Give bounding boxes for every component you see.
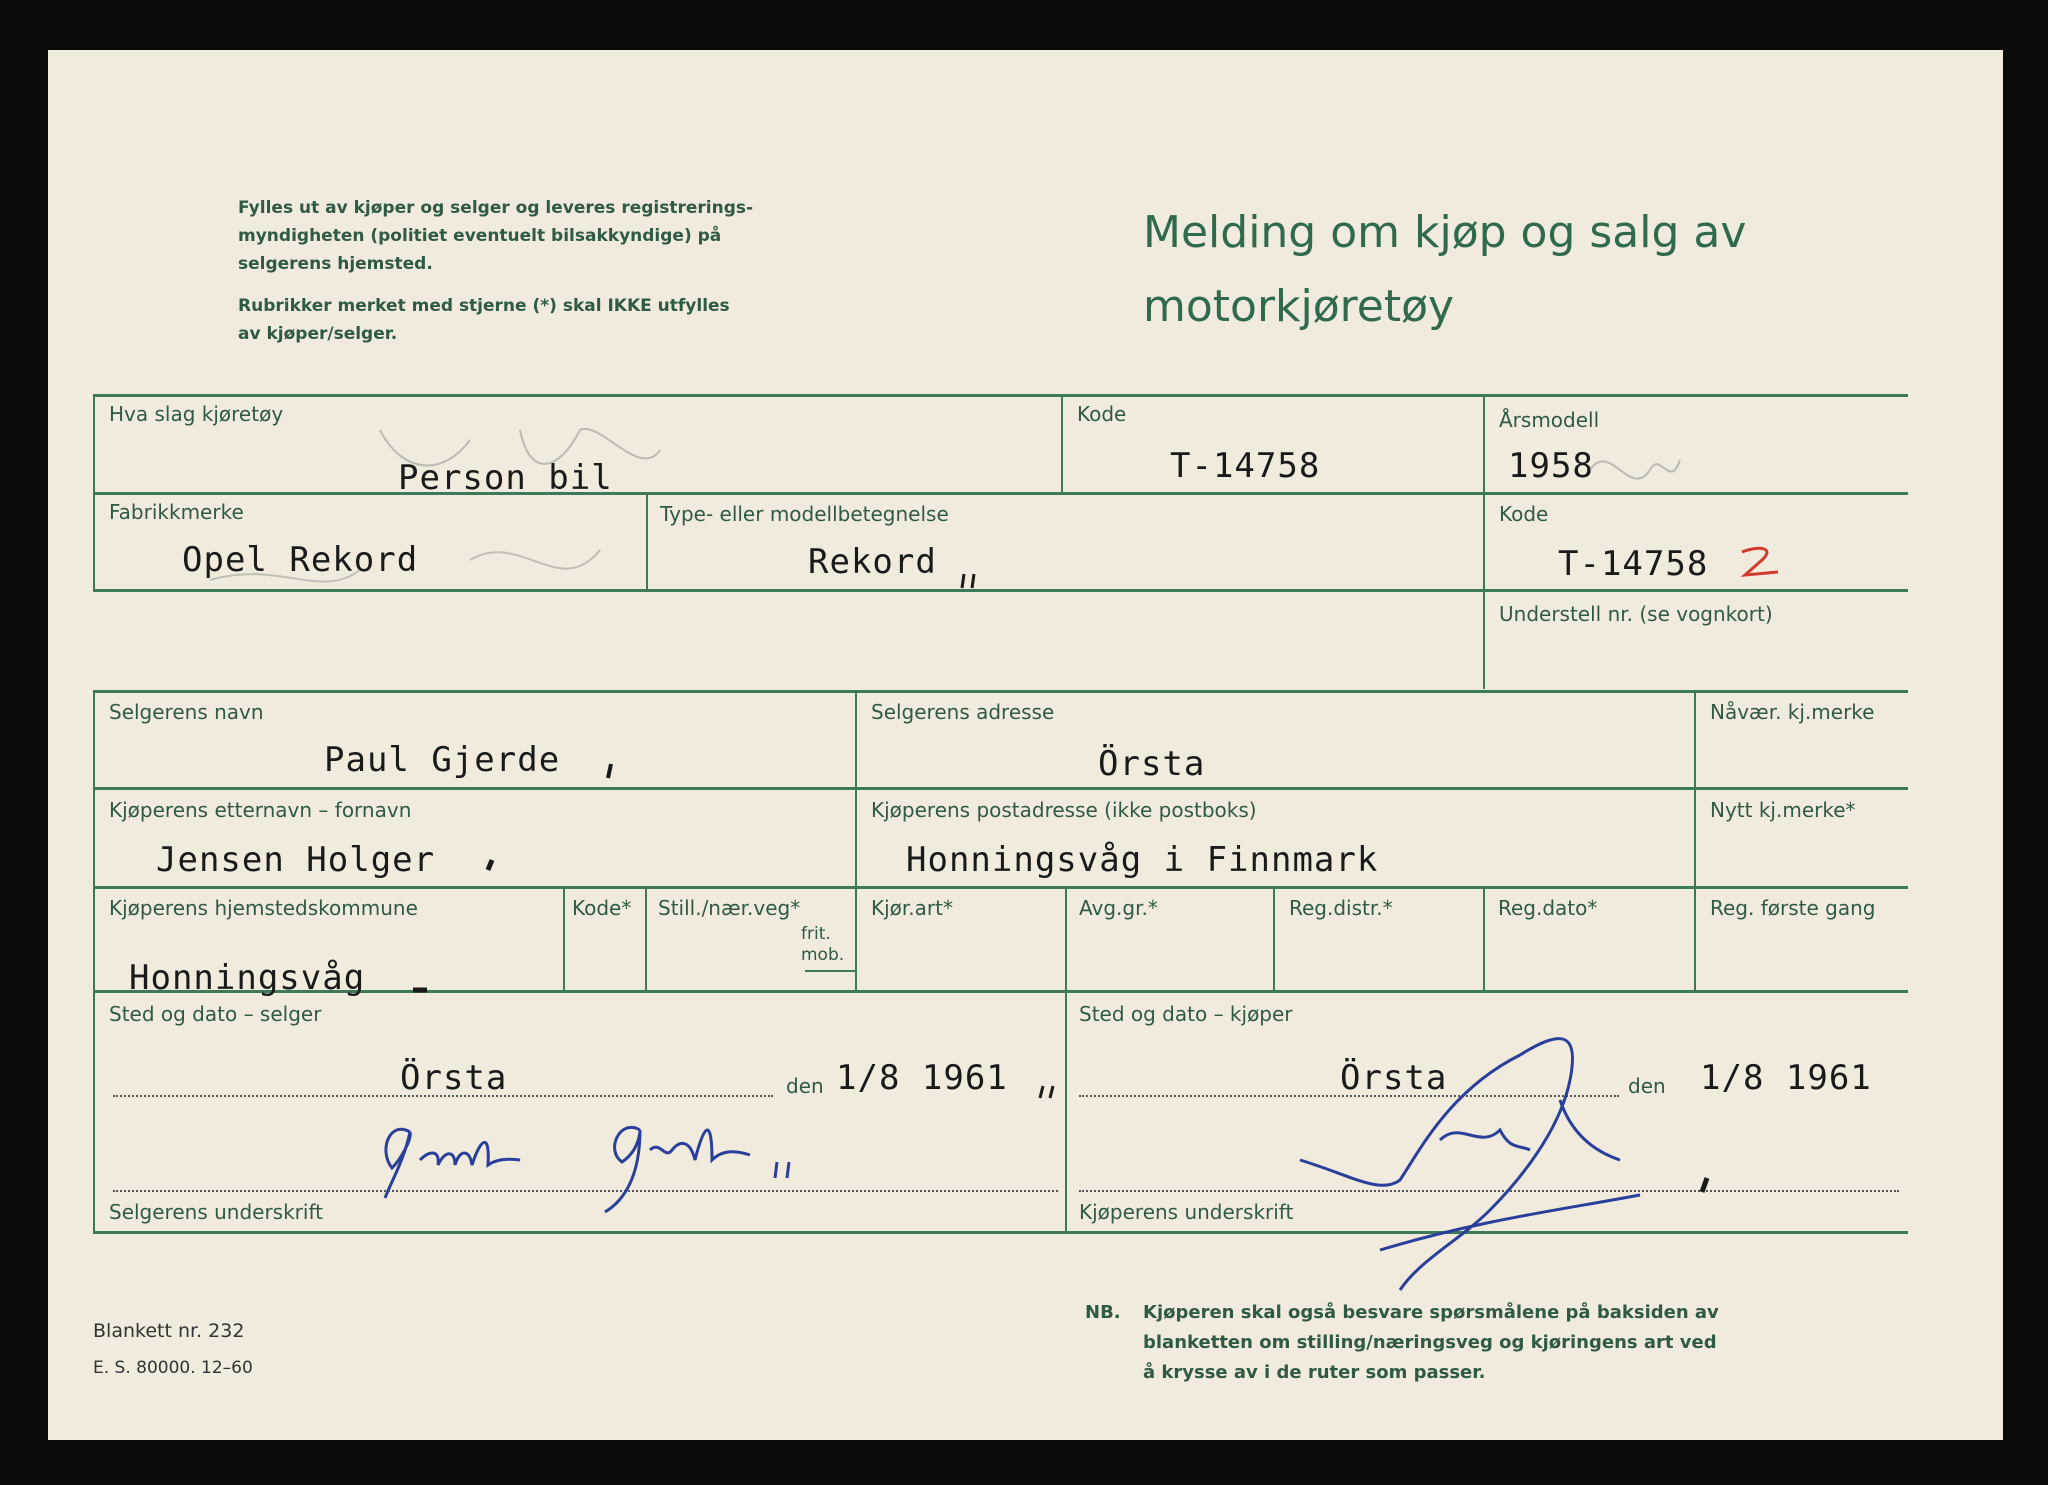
buyer-place-label: Sted og dato – kjøper (1079, 1002, 1293, 1026)
buyer-name-label: Kjøperens etternavn – fornavn (109, 798, 412, 822)
den-label: den (1628, 1074, 1666, 1098)
instructions-line: Fylles ut av kjøper og selger og leveres registrerings- (238, 198, 754, 218)
seller-name-label: Selgerens navn (109, 700, 264, 724)
vehicle-type-value: Person bil (398, 458, 613, 498)
instructions-line: myndigheten (politiet eventuelt bilsakkyndige) på (238, 226, 722, 246)
nb-label: NB. (1085, 1302, 1121, 1323)
nb-note-line: blanketten om stilling/næringsveg og kjøringens art ved (1143, 1332, 1717, 1353)
instructions-line: Rubrikker merket med stjerne (*) skal IKKE utfylles (238, 296, 730, 316)
code2-label: Kode (1499, 502, 1549, 526)
seller-signature-label: Selgerens underskrift (109, 1200, 323, 1224)
pencil-scribble (380, 429, 660, 466)
buyer-municipality-value: Honningsvåg (129, 958, 366, 998)
make-value: Opel Rekord (182, 540, 419, 580)
print-code: E. S. 80000. 12–60 (93, 1358, 253, 1378)
instructions-line: av kjøper/selger. (238, 324, 398, 344)
kode-label: Kode* (572, 896, 632, 920)
buyer-postal-label: Kjøperens postadresse (ikke postboks) (871, 798, 1257, 822)
den-label: den (786, 1074, 824, 1098)
kjorart-label: Kjør.art* (871, 896, 953, 920)
make-label: Fabrikkmerke (109, 500, 244, 524)
tick-mark (488, 860, 492, 870)
regforste-label: Reg. første gang (1710, 896, 1876, 920)
vehicle-type-label: Hva slag kjøretøy (109, 402, 284, 426)
occupation-label: Still./nær.veg* (658, 896, 801, 920)
buyer-postal-value: Honningsvåg i Finnmark (906, 840, 1379, 880)
buyer-place-value: Örsta (1340, 1058, 1448, 1098)
tick-mark (1702, 1178, 1707, 1192)
tick-mark (962, 574, 974, 588)
avggr-label: Avg.gr.* (1079, 896, 1158, 920)
current-reg-label: Nåvær. kj.merke (1710, 700, 1875, 724)
model-year-label: Årsmodell (1499, 408, 1600, 432)
red-correction-mark (1742, 548, 1778, 575)
tick-mark (608, 764, 611, 778)
seller-place-value: Örsta (400, 1058, 508, 1098)
seller-date-value: 1/8 1961 (836, 1058, 1008, 1098)
mob-label: mob. (801, 945, 845, 965)
form-title-line: Melding om kjøp og salg av (1143, 207, 1747, 258)
buyer-date-value: 1/8 1961 (1700, 1058, 1872, 1098)
seller-address-label: Selgerens adresse (871, 700, 1055, 724)
buyer-signature-scribble (1300, 1039, 1640, 1290)
model-label: Type- eller modellbetegnelse (660, 502, 949, 526)
seller-name-value: Paul Gjerde (324, 740, 561, 780)
seller-signature-scribble (605, 1127, 789, 1212)
instructions-line: selgerens hjemsted. (238, 254, 433, 274)
pencil-scribble (210, 550, 600, 582)
frit-label: frit. (801, 924, 831, 944)
buyer-signature-label: Kjøperens underskrift (1079, 1200, 1294, 1224)
new-reg-label: Nytt kj.merke* (1710, 798, 1856, 822)
seller-place-label: Sted og dato – selger (109, 1002, 322, 1026)
regdistr-label: Reg.distr.* (1289, 896, 1393, 920)
code-label: Kode (1077, 402, 1127, 426)
model-year-value: 1958 (1508, 446, 1594, 486)
nb-note-line: Kjøperen skal også besvare spørsmålene på baksiden av (1143, 1302, 1719, 1323)
code2-value: T-14758 (1558, 544, 1709, 584)
seller-signature-scribble (385, 1129, 520, 1198)
buyer-name-value: Jensen Holger (156, 840, 436, 880)
seller-address-value: Örsta (1098, 744, 1206, 784)
tick-mark (1040, 1086, 1053, 1098)
model-value: Rekord (808, 542, 937, 582)
code-value: T-14758 (1170, 446, 1321, 486)
form-number: Blankett nr. 232 (93, 1320, 245, 1342)
regdato-label: Reg.dato* (1498, 896, 1598, 920)
buyer-municipality-label: Kjøperens hjemstedskommune (109, 896, 418, 920)
form-title-line: motorkjøretøy (1143, 281, 1455, 332)
nb-note-line: å krysse av i de ruter som passer. (1143, 1362, 1486, 1383)
chassis-label: Understell nr. (se vognkort) (1499, 602, 1773, 626)
pencil-scribble (1590, 460, 1680, 479)
